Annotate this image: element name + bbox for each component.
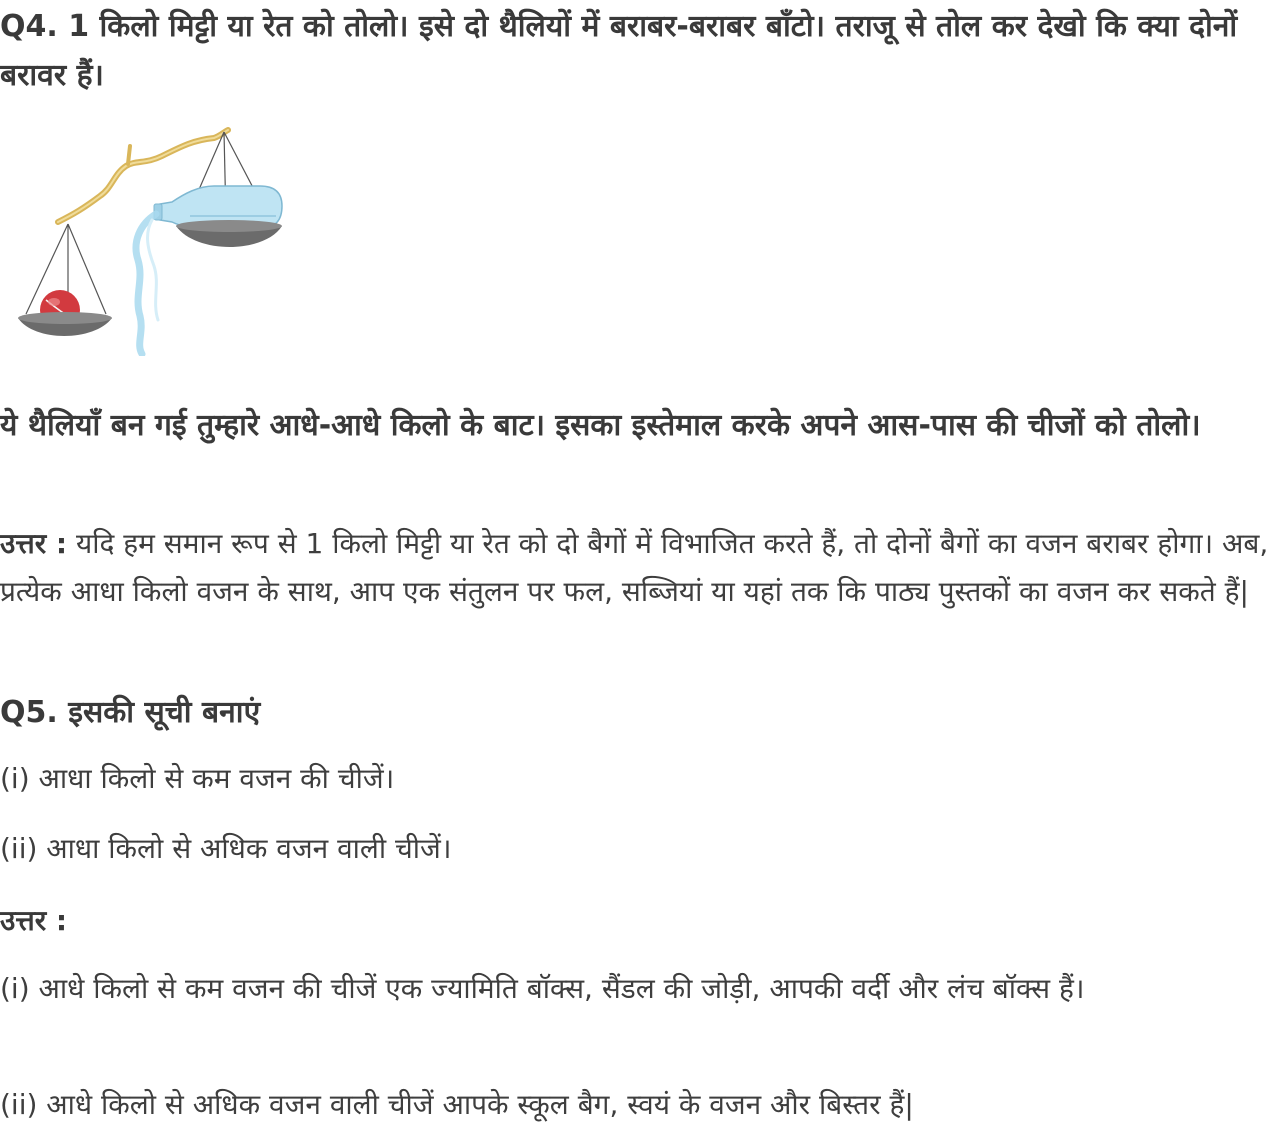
answer-label: उत्तर : [0, 527, 68, 560]
q5-question: Q5. इसकी सूची बनाएं [0, 695, 261, 730]
q4-answer [0, 520, 1275, 616]
q5-answer-label: उत्तर : [0, 904, 68, 937]
q5-answer-1: (i) आधे किलो से कम वजन की चीजें एक ज्यामिति बॉक्स, सैंडल की जोड़ी, आपकी वर्दी और लंच बॉक्स हैं। [0, 972, 1085, 1005]
q4-followup: ये थैलियाँ बन गई तुम्हारे आधे-आधे किलो के बाट। इसका इस्तेमाल करके अपने आस-पास की चीजों को तोलो। [0, 408, 1201, 443]
balance-scale-illustration [14, 124, 286, 356]
q5-answer-2: (ii) आधे किलो से अधिक वजन वाली चीजें आपके स्कूल बैग, स्वयं के वजन और बिस्तर हैं| [0, 1088, 914, 1121]
q5-item-2: (ii) आधा किलो से अधिक वजन वाली चीजें। [0, 832, 452, 865]
q5-item-1: (i) आधा किलो से कम वजन की चीजें। [0, 762, 395, 795]
q4-answer-text: यदि हम समान रूप से 1 किलो मिट्टी या रेत को दो बैगों में विभाजित करते हैं, तो दोनों बैगों का वजन बराबर होगा। अब, प्रत्येक आधा किलो वजन के साथ, आप एक संतुलन पर फल, सब्जियां या यहां तक कि पाठ्य पुस्तकों का वजन कर सकते हैं| [0, 527, 1269, 608]
q4-question: Q4. 1 किलो मिट्टी या रेत को तोलो। इसे दो थैलियों में बराबर-बराबर बाँटो। तराजू से तोल कर देखो कि क्या दोनों बरावर हैं। [0, 9, 1238, 93]
